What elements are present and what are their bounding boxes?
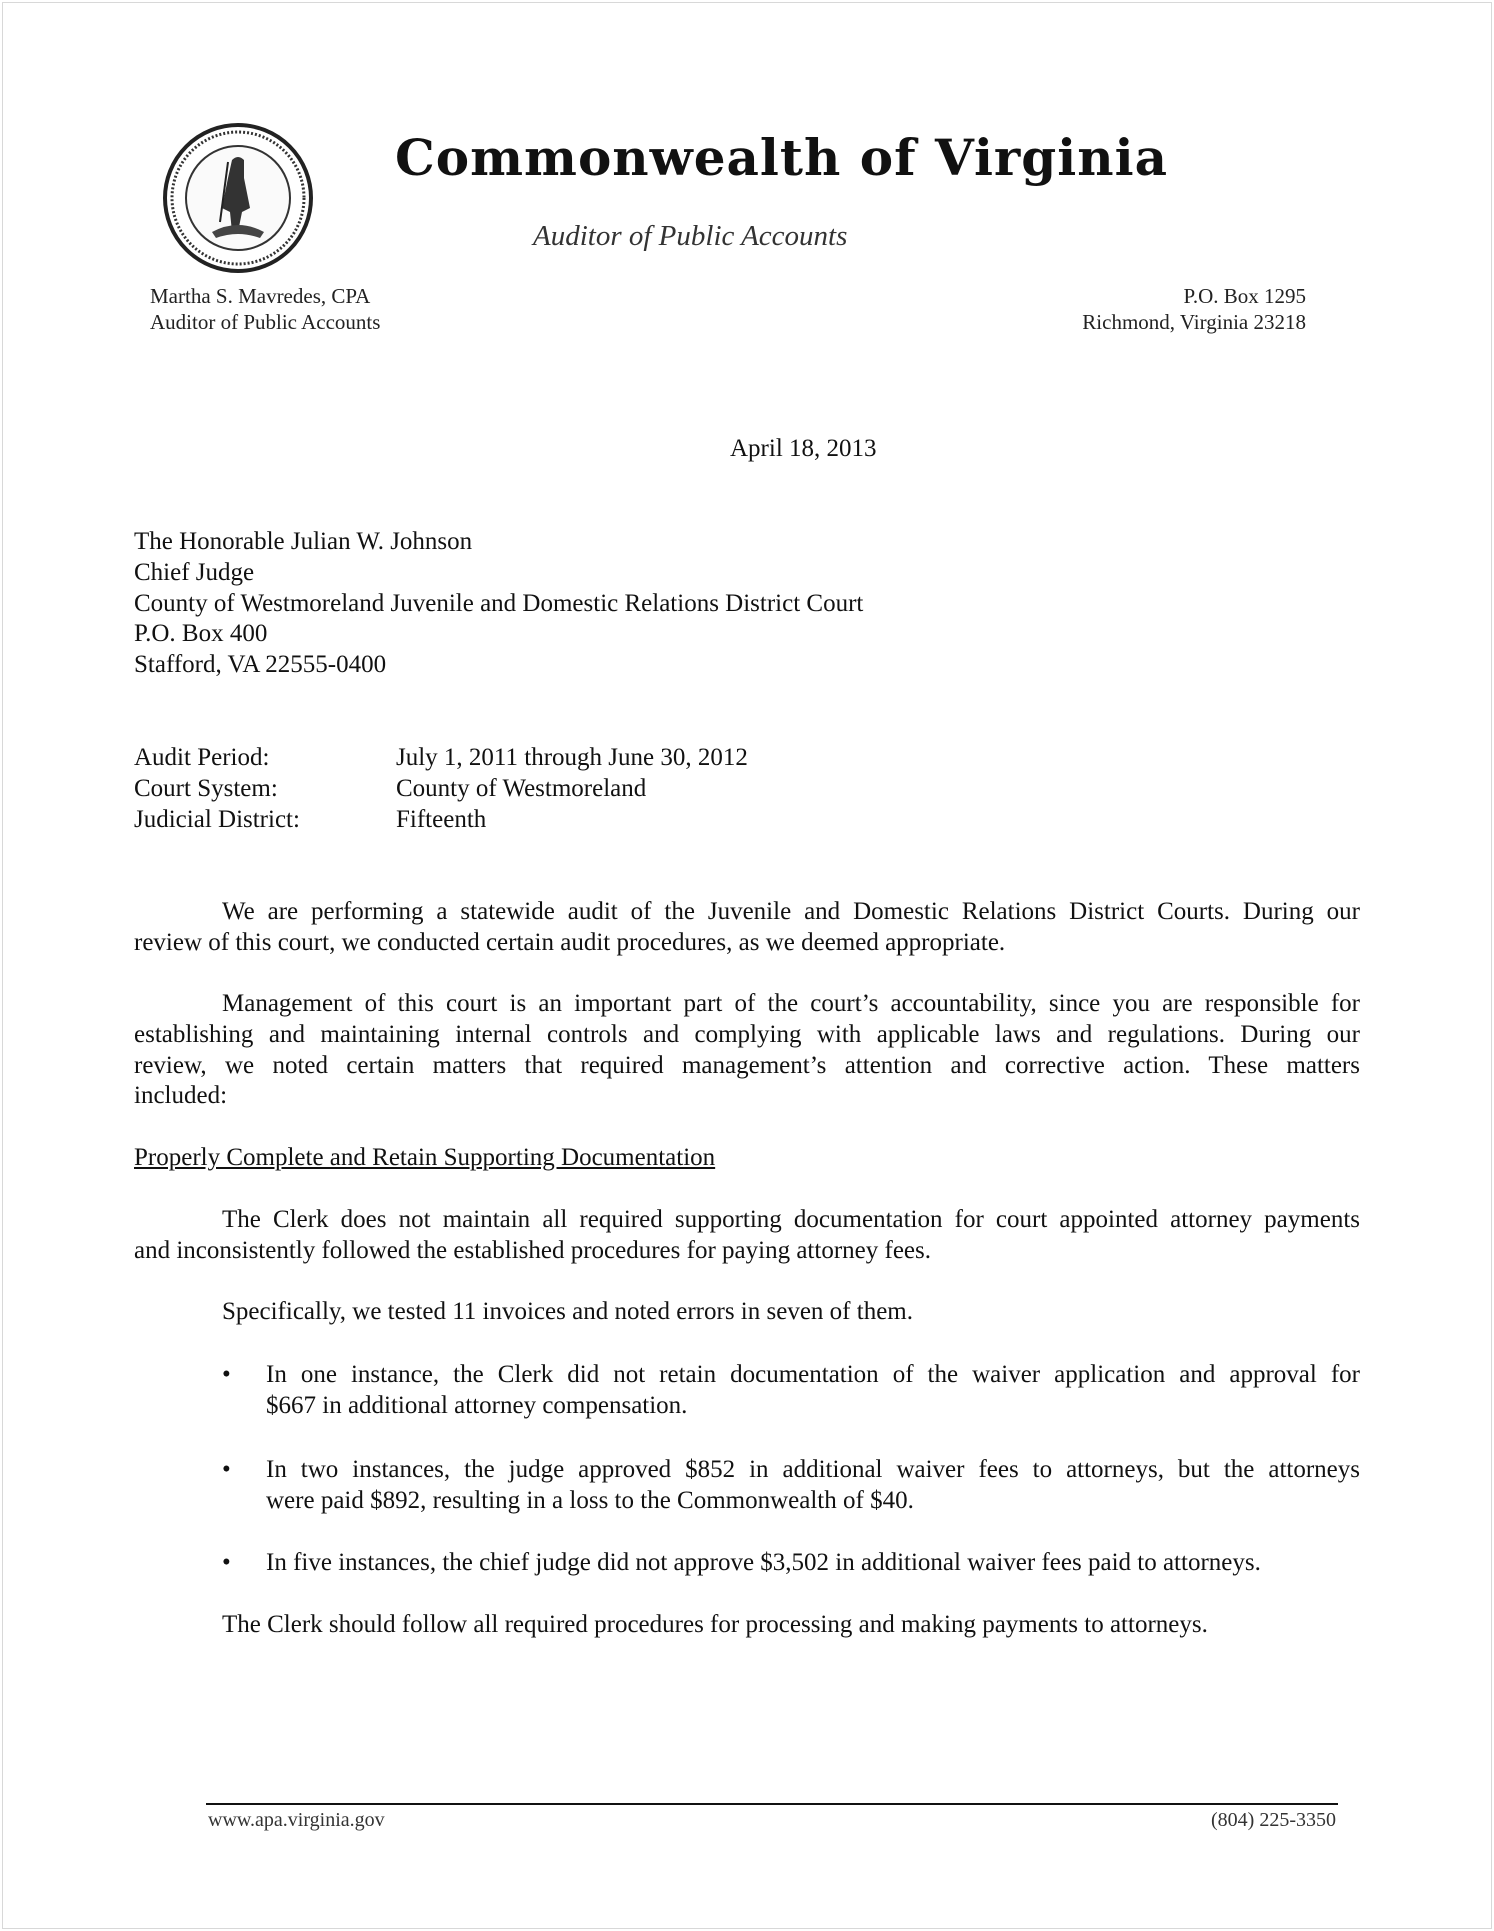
text-line: establishing and maintaining internal controls and complying with applicable laws and regulations. During our <box>134 1020 1360 1048</box>
text-line: review of this court, we conducted certain audit procedures, as we deemed appropriate. <box>134 928 1006 956</box>
letterhead-title: Commonwealth of Virginia <box>395 128 1168 187</box>
po-box: P.O. Box 1295 <box>1183 284 1306 308</box>
text-line: The Clerk does not maintain all required supporting documentation for court appointed attorney payments <box>222 1206 1360 1233</box>
bullet-icon: • <box>222 1549 231 1576</box>
section-heading <box>134 1143 1360 1174</box>
text-line: included: <box>134 1082 228 1110</box>
recipient-line: P.O. Box 400 <box>134 620 268 648</box>
label: Audit Period: <box>134 744 270 771</box>
label: Court System: <box>134 774 278 802</box>
text-line: $667 in additional attorney compensation. <box>266 1391 688 1419</box>
recipient-line: The Honorable Julian W. Johnson <box>134 528 473 555</box>
letterhead-subtitle: Auditor of Public Accounts <box>533 220 848 252</box>
recipient-line: Chief Judge <box>134 558 255 586</box>
text-line: and inconsistently followed the established procedures for paying attorney fees. <box>134 1236 931 1264</box>
bullet-item <box>222 1548 1360 1579</box>
paragraph-management <box>134 989 1360 1112</box>
text-line: were paid $892, resulting in a loss to the Commonwealth of $40. <box>266 1486 914 1514</box>
value: July 1, 2011 through June 30, 2012 <box>396 744 748 771</box>
text-line: In five instances, the chief judge did not approve $3,502 in additional waiver fees paid to attorneys. <box>266 1549 1261 1576</box>
label: Judicial District: <box>134 805 300 833</box>
text-line: In one instance, the Clerk did not retain documentation of the waiver application and approval for <box>266 1361 1360 1388</box>
auditor-contact <box>150 283 380 335</box>
bullet-icon: • <box>222 1361 231 1388</box>
audit-period-row <box>134 743 1360 774</box>
footer-phone: (804) 225-3350 <box>1211 1809 1336 1831</box>
value: County of Westmoreland <box>396 774 647 802</box>
audit-info <box>134 743 1360 835</box>
letter-date: April 18, 2013 <box>730 435 877 462</box>
bullet-icon: • <box>222 1456 231 1483</box>
text-line: Specifically, we tested 11 invoices and noted errors in seven of them. <box>222 1298 913 1325</box>
footer-website: www.apa.virginia.gov <box>208 1809 385 1831</box>
judicial-district-row <box>134 805 1360 836</box>
virginia-seal-logo <box>162 122 314 274</box>
text-line: We are performing a statewide audit of the Juvenile and Domestic Relations District Courts. During our <box>222 898 1360 925</box>
paragraph-specifically <box>134 1297 1360 1328</box>
value: Fifteenth <box>396 805 487 833</box>
recipient-address <box>134 527 1360 681</box>
bullet-item <box>222 1455 1360 1517</box>
text-line: review, we noted certain matters that required management’s attention and corrective action. These matters <box>134 1051 1360 1079</box>
paragraph-finding <box>134 1205 1360 1267</box>
recipient-line: Stafford, VA 22555-0400 <box>134 651 387 679</box>
recipient-line: County of Westmoreland Juvenile and Domestic Relations District Court <box>134 589 864 617</box>
auditor-title: Auditor of Public Accounts <box>150 310 381 334</box>
heading-text: Properly Complete and Retain Supporting Documentation <box>134 1144 716 1171</box>
text-line: Management of this court is an important part of the court’s accountability, since you are responsible for <box>222 990 1360 1017</box>
text-line: The Clerk should follow all required procedures for processing and making payments to attorneys. <box>222 1611 1208 1638</box>
city-state: Richmond, Virginia 23218 <box>1082 310 1306 334</box>
court-system-row <box>134 774 1360 805</box>
bullet-item <box>222 1360 1360 1422</box>
footer-divider <box>206 1803 1338 1805</box>
paragraph-recommendation <box>134 1610 1360 1641</box>
text-line: In two instances, the judge approved $852 in additional waiver fees to attorneys, but the attorneys <box>266 1456 1360 1483</box>
office-address <box>1082 283 1306 335</box>
auditor-name: Martha S. Mavredes, CPA <box>150 284 371 308</box>
paragraph-intro <box>134 897 1360 959</box>
